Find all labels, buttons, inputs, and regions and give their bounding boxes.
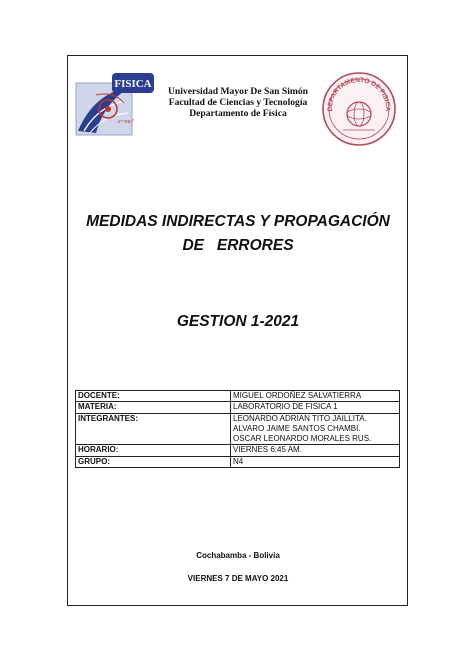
faculty-name: Facultad de Ciencias y Tecnología bbox=[168, 97, 308, 108]
info-table bbox=[75, 390, 400, 468]
integrante-3: OSCAR LEONARDO MORALES RUS. bbox=[233, 434, 372, 444]
grupo-key: GRUPO: bbox=[76, 456, 231, 467]
integrantes-value bbox=[231, 413, 400, 445]
fisica-logo-text: FISICA bbox=[114, 78, 152, 90]
docente-value: MIGUEL ORDOÑEZ SALVATIERRA bbox=[231, 391, 400, 402]
horario-key: HORARIO: bbox=[76, 445, 231, 456]
table-row bbox=[76, 391, 400, 402]
docente-key: DOCENTE: bbox=[76, 391, 231, 402]
fisica-logo bbox=[74, 73, 156, 141]
table-row bbox=[76, 402, 400, 413]
university-name: Universidad Mayor De San Simón bbox=[167, 86, 308, 97]
institution-header bbox=[150, 86, 326, 119]
table-row bbox=[76, 413, 400, 445]
department-seal-logo bbox=[318, 68, 400, 150]
gestion-label: GESTION 1-2021 bbox=[176, 313, 300, 330]
integrante-1: LEONARDO ADRIAN TITO JAILLITA. bbox=[233, 413, 367, 423]
integrante-2: ALVARO JAIME SANTOS CHAMBI. bbox=[233, 423, 361, 433]
title-line-1: MEDIDAS INDIRECTAS Y PROPAGACIÓN bbox=[86, 213, 390, 230]
materia-value: LABORATORIO DE FISICA 1 bbox=[231, 402, 400, 413]
title-line-2: DE ERRORES bbox=[182, 237, 294, 254]
materia-key: MATERIA: bbox=[76, 402, 231, 413]
city-label: Cochabamba - Bolivia bbox=[196, 551, 280, 560]
integrantes-key: INTEGRANTES: bbox=[76, 413, 231, 445]
table-row bbox=[76, 445, 400, 456]
seal-text: DEPARTAMENTO DE FISICA bbox=[326, 76, 392, 112]
horario-value: VIERNES 6:45 AM. bbox=[231, 445, 400, 456]
department-name: Departamento de Física bbox=[189, 108, 287, 119]
date-label: VIERNES 7 DE MAYO 2021 bbox=[187, 574, 289, 583]
table-row bbox=[76, 456, 400, 467]
grupo-value: N4 bbox=[231, 456, 400, 467]
document-title bbox=[80, 212, 396, 256]
svg-text:e=mc²: e=mc² bbox=[118, 119, 134, 125]
